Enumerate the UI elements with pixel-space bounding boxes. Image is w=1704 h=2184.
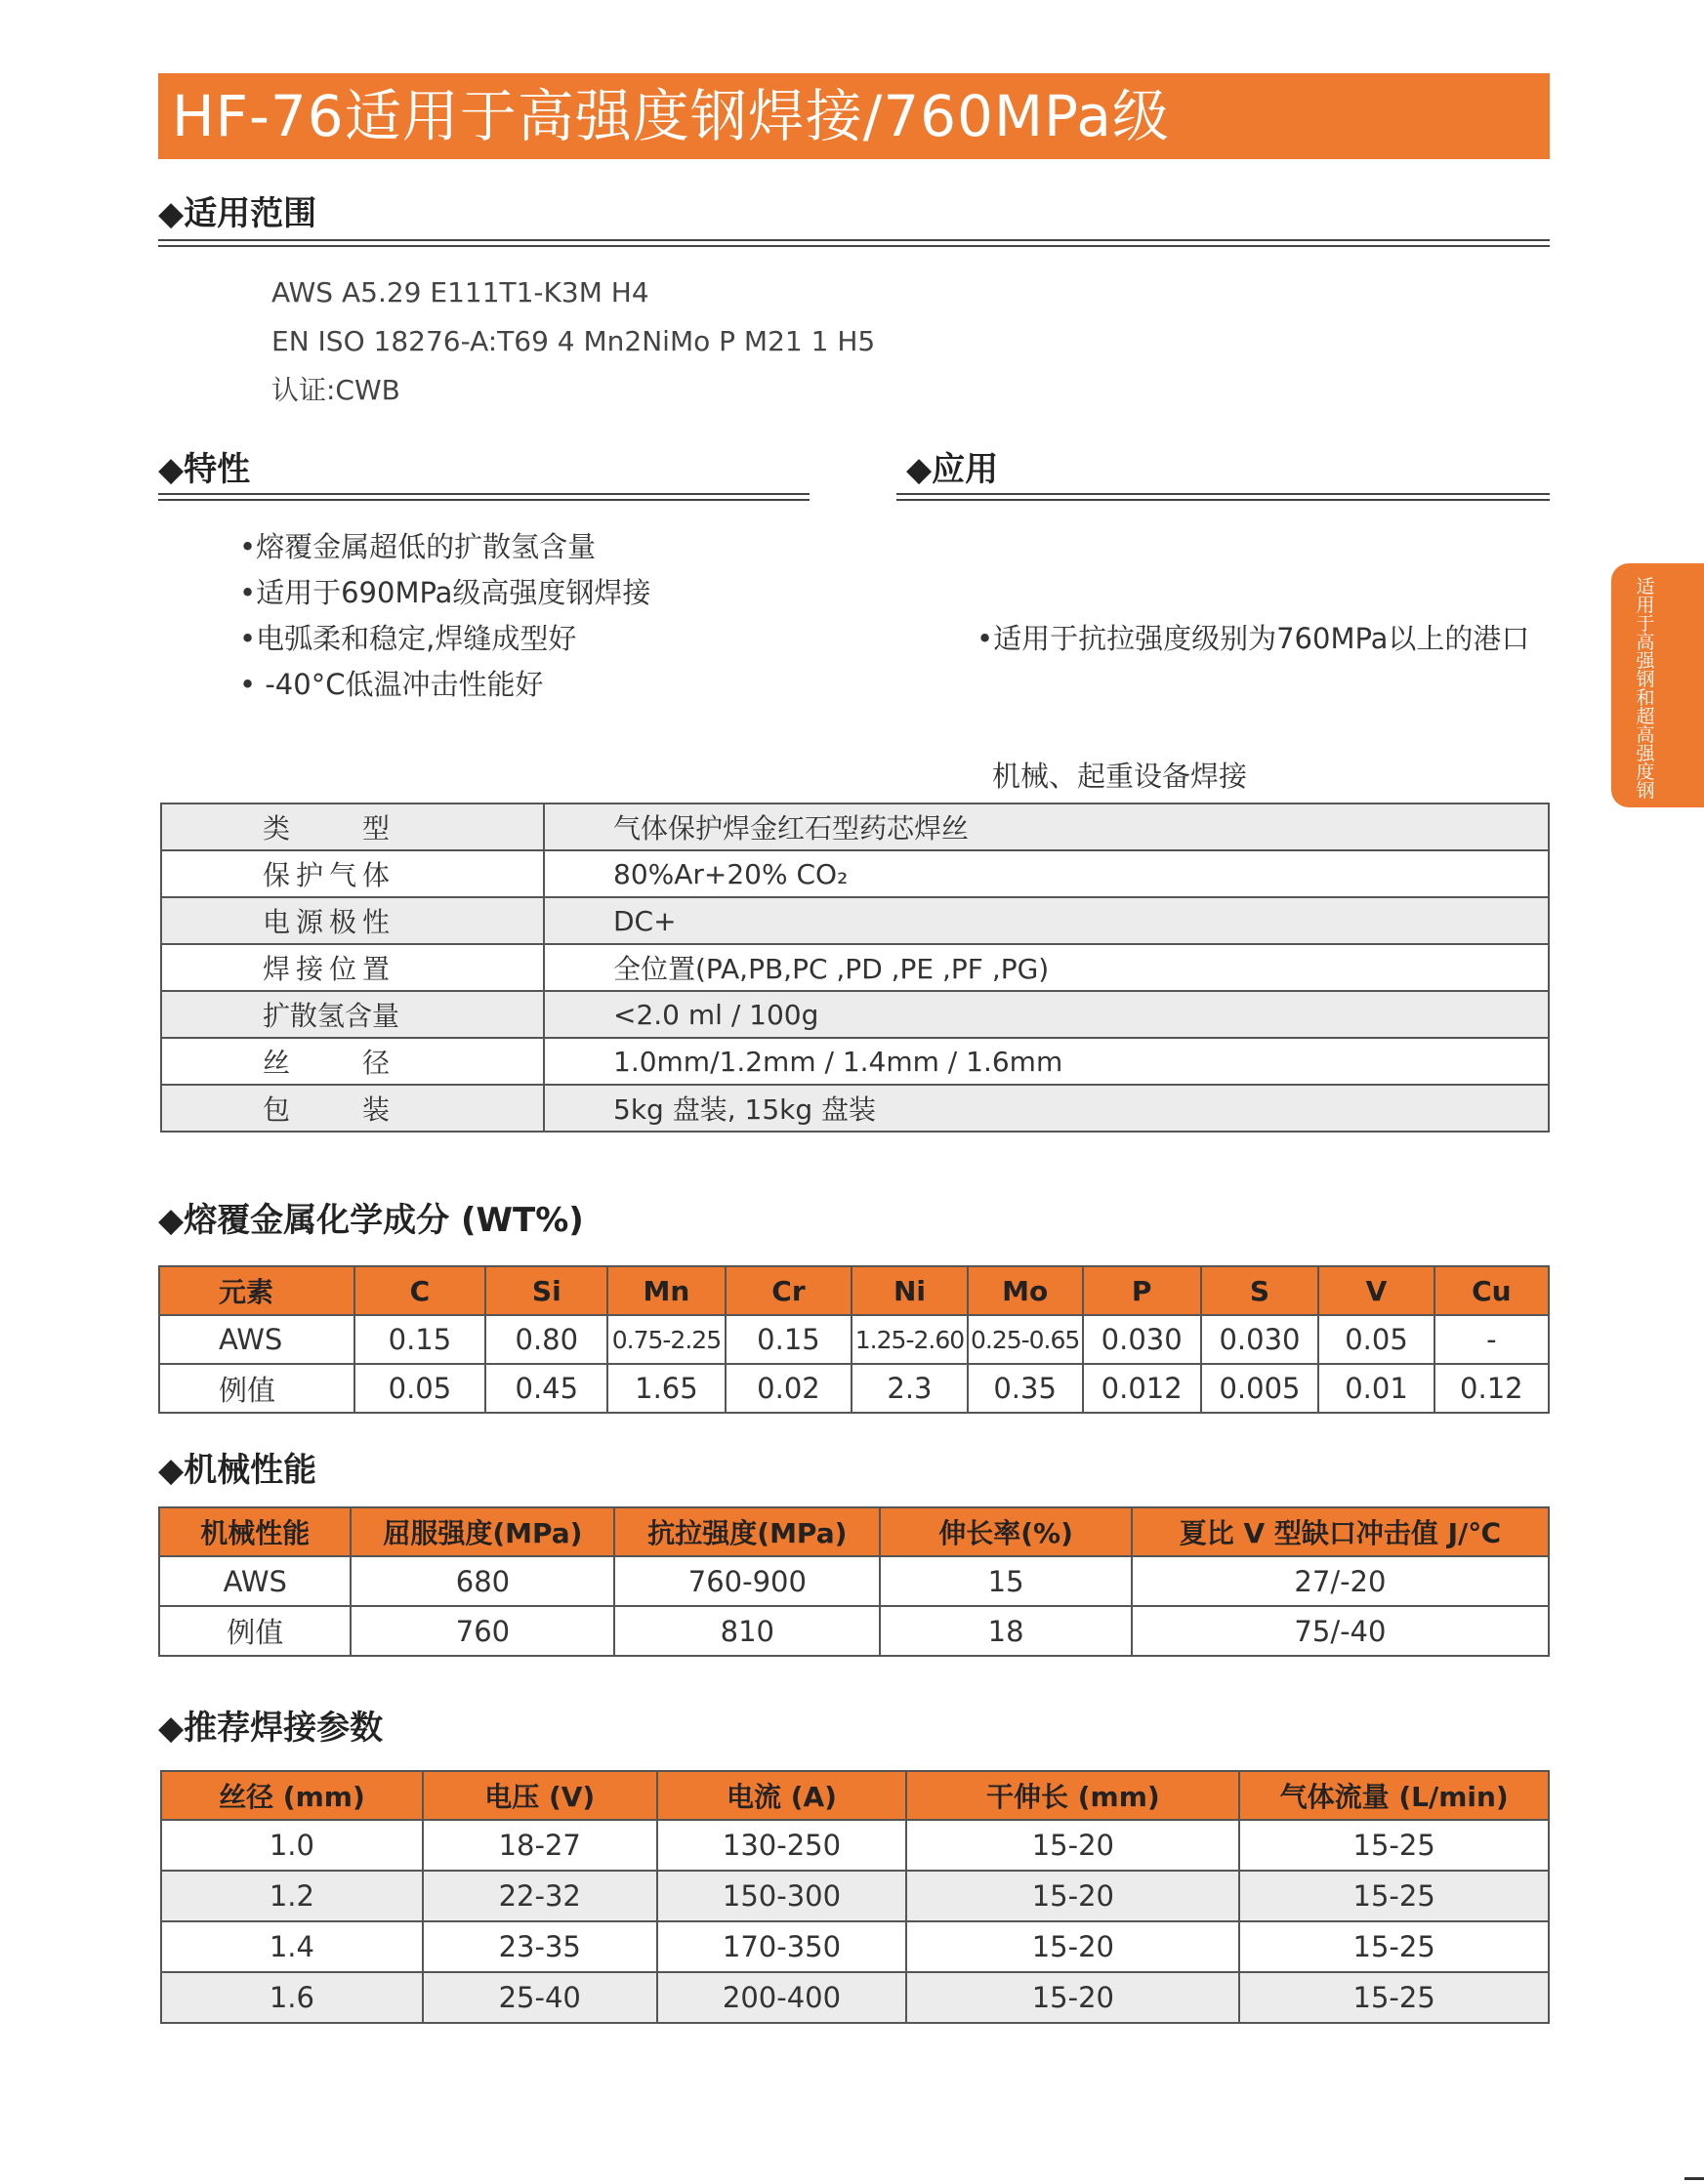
features-divider <box>158 493 810 501</box>
property-value: 1.0mm/1.2mm / 1.4mm / 1.6mm <box>544 1038 1549 1085</box>
table-cell: 25-40 <box>423 1972 657 2023</box>
table-cell: AWS <box>159 1315 354 1364</box>
table-cell: 760 <box>351 1606 614 1656</box>
table-cell: 15 <box>880 1556 1132 1606</box>
table-row <box>159 1556 1549 1606</box>
table-cell: 0.35 <box>968 1364 1083 1413</box>
table-cell: 15-25 <box>1239 1972 1549 2023</box>
table-cell: 0.05 <box>354 1364 486 1413</box>
column-header: 伸长率(%) <box>880 1507 1132 1556</box>
table-cell: 1.2 <box>161 1871 423 1921</box>
page-corner-mark <box>1684 2177 1704 2180</box>
column-header: Mn <box>607 1266 725 1315</box>
property-label: 焊接位置 <box>161 944 544 991</box>
column-header: Ni <box>852 1266 967 1315</box>
table-header-row <box>159 1266 1549 1315</box>
column-header: S <box>1201 1266 1319 1315</box>
table-header-row <box>159 1507 1549 1556</box>
table-cell: 23-35 <box>423 1921 657 1972</box>
column-header: 电压 (V) <box>423 1771 657 1820</box>
table-row <box>161 850 1549 897</box>
table-cell: 15-20 <box>906 1921 1239 1972</box>
table-cell: 200-400 <box>657 1972 907 2023</box>
table-cell: 1.6 <box>161 1972 423 2023</box>
table-cell: 75/-40 <box>1132 1606 1549 1656</box>
column-header: 电流 (A) <box>657 1771 907 1820</box>
table-cell: 15-25 <box>1239 1820 1549 1871</box>
list-item: •电弧柔和稳定,焊缝成型好 <box>239 622 577 655</box>
column-header: 元素 <box>159 1266 354 1315</box>
table-cell: 0.030 <box>1201 1315 1319 1364</box>
scope-heading: ◆适用范围 <box>158 194 317 233</box>
column-header: 夏比 V 型缺口冲击值 J/℃ <box>1132 1507 1549 1556</box>
table-cell: 0.75-2.25 <box>607 1315 725 1364</box>
table-cell: 0.25-0.65 <box>968 1315 1083 1364</box>
table-cell: 2.3 <box>852 1364 967 1413</box>
table-row <box>161 1871 1549 1921</box>
property-label: 电源极性 <box>161 897 544 944</box>
table-cell: 0.030 <box>1083 1315 1201 1364</box>
chem-table <box>158 1265 1550 1414</box>
table-cell: 1.0 <box>161 1820 423 1871</box>
column-header: 气体流量 (L/min) <box>1239 1771 1549 1820</box>
property-label: 包 装 <box>161 1085 544 1132</box>
list-item: 机械、起重设备焊接 <box>992 760 1248 793</box>
table-cell: 130-250 <box>657 1820 907 1871</box>
list-item: •熔覆金属超低的扩散氢含量 <box>239 530 597 563</box>
table-cell: 0.80 <box>485 1315 607 1364</box>
table-cell: 1.25-2.60 <box>852 1315 967 1364</box>
table-row <box>161 1820 1549 1871</box>
property-label: 丝 径 <box>161 1038 544 1085</box>
table-cell: AWS <box>159 1556 351 1606</box>
side-tab-label: 适用于高强钢和超高强度钢 <box>1636 576 1655 802</box>
table-cell: 0.01 <box>1318 1364 1434 1413</box>
table-cell: 22-32 <box>423 1871 657 1921</box>
table-row <box>159 1606 1549 1656</box>
property-value: <2.0 ml / 100g <box>544 991 1549 1038</box>
features-heading: ◆特性 <box>158 450 251 489</box>
table-cell: 18 <box>880 1606 1132 1656</box>
table-header-row <box>161 1771 1549 1820</box>
weld-heading: ◆推荐焊接参数 <box>158 1709 384 1748</box>
table-cell: - <box>1434 1315 1549 1364</box>
list-item: •适用于抗拉强度级别为760MPa以上的港口 <box>977 622 1530 655</box>
table-cell: 0.45 <box>485 1364 607 1413</box>
table-row <box>161 804 1549 850</box>
column-header: 丝径 (mm) <box>161 1771 423 1820</box>
table-cell: 0.005 <box>1201 1364 1319 1413</box>
table-cell: 15-20 <box>906 1871 1239 1921</box>
scope-line: AWS A5.29 E111T1-K3M H4 <box>271 276 649 309</box>
list-item: • -40°C低温冲击性能好 <box>239 668 544 701</box>
table-cell: 15-25 <box>1239 1871 1549 1921</box>
table-row <box>159 1315 1549 1364</box>
table-cell: 810 <box>614 1606 880 1656</box>
table-cell: 0.05 <box>1318 1315 1434 1364</box>
column-header: Cu <box>1434 1266 1549 1315</box>
table-row <box>161 1921 1549 1972</box>
table-cell: 18-27 <box>423 1820 657 1871</box>
table-cell: 150-300 <box>657 1871 907 1921</box>
column-header: 抗拉强度(MPa) <box>614 1507 880 1556</box>
table-row <box>161 897 1549 944</box>
table-cell: 1.65 <box>607 1364 725 1413</box>
scope-line: EN ISO 18276-A:T69 4 Mn2NiMo P M21 1 H5 <box>271 325 876 357</box>
applications-divider <box>896 493 1550 501</box>
table-cell: 0.02 <box>726 1364 852 1413</box>
features-list <box>239 524 650 708</box>
mech-heading: ◆机械性能 <box>158 1451 317 1490</box>
table-cell: 例值 <box>159 1606 351 1656</box>
property-label: 扩散氢含量 <box>161 991 544 1038</box>
table-cell: 0.012 <box>1083 1364 1201 1413</box>
applications-heading: ◆应用 <box>906 450 999 489</box>
property-value: 全位置(PA,PB,PC ,PD ,PE ,PF ,PG) <box>544 944 1549 991</box>
property-value: 80%Ar+20% CO₂ <box>544 850 1549 897</box>
page-title: HF-76适用于高强度钢焊接/760MPa级 <box>158 73 1550 159</box>
column-header: Mo <box>968 1266 1083 1315</box>
table-row <box>161 1038 1549 1085</box>
table-row <box>161 944 1549 991</box>
scope-standards <box>271 268 875 415</box>
table-row <box>159 1364 1549 1413</box>
table-cell: 170-350 <box>657 1921 907 1972</box>
table-row <box>161 1085 1549 1132</box>
table-cell: 1.4 <box>161 1921 423 1972</box>
column-header: 干伸长 (mm) <box>906 1771 1239 1820</box>
column-header: 机械性能 <box>159 1507 351 1556</box>
property-label: 保护气体 <box>161 850 544 897</box>
table-cell: 0.15 <box>354 1315 486 1364</box>
list-item: •适用于690MPa级高强度钢焊接 <box>239 576 651 609</box>
column-header: C <box>354 1266 486 1315</box>
scope-line: 认证:CWB <box>271 374 400 406</box>
table-cell: 15-20 <box>906 1972 1239 2023</box>
table-cell: 15-20 <box>906 1820 1239 1871</box>
property-label: 类 型 <box>161 804 544 850</box>
column-header: Cr <box>726 1266 852 1315</box>
table-cell: 680 <box>351 1556 614 1606</box>
table-row <box>161 1972 1549 2023</box>
property-value: 气体保护焊金红石型药芯焊丝 <box>544 804 1549 850</box>
mech-table <box>158 1506 1550 1657</box>
table-cell: 0.12 <box>1434 1364 1549 1413</box>
column-header: P <box>1083 1266 1201 1315</box>
table-cell: 760-900 <box>614 1556 880 1606</box>
table-cell: 0.15 <box>726 1315 852 1364</box>
property-value: 5kg 盘装, 15kg 盘装 <box>544 1085 1549 1132</box>
table-row <box>161 991 1549 1038</box>
property-value: DC+ <box>544 897 1549 944</box>
weld-table <box>160 1770 1550 2024</box>
column-header: Si <box>485 1266 607 1315</box>
column-header: V <box>1318 1266 1434 1315</box>
chem-heading: ◆熔覆金属化学成分 (WT%) <box>158 1201 584 1240</box>
column-header: 屈服强度(MPa) <box>351 1507 614 1556</box>
table-cell: 例值 <box>159 1364 354 1413</box>
properties-table <box>160 803 1550 1133</box>
scope-divider <box>158 239 1550 247</box>
table-cell: 27/-20 <box>1132 1556 1549 1606</box>
table-cell: 15-25 <box>1239 1921 1549 1972</box>
